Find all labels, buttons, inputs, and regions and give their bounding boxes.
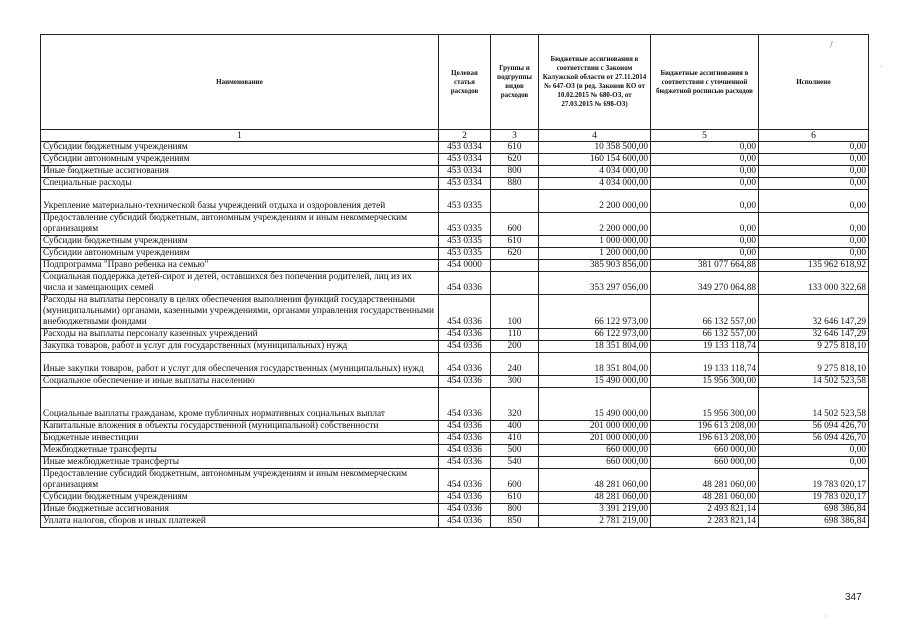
row-expense-group: 800 (491, 504, 539, 516)
table-row (41, 421, 869, 433)
header-expense-groups: Группы и подгруппы видов расходов (491, 35, 539, 130)
row-name: Капитальные вложения в объекты государственной (муниципальной) собственности (41, 421, 439, 433)
row-executed-amount: 0,00 (759, 178, 869, 190)
row-executed-amount: 0,00 (759, 190, 869, 213)
row-target-article: 454 0336 (439, 445, 491, 457)
row-target-article: 454 0336 (439, 341, 491, 353)
row-target-article: 454 0336 (439, 388, 491, 421)
page-number: 347 (845, 592, 862, 603)
row-name: Иные межбюджетные трансферты (41, 457, 439, 469)
table-row (41, 248, 869, 260)
row-name: Иные бюджетные ассигнования (41, 504, 439, 516)
column-number-row (41, 130, 869, 142)
row-name: Подпрограмма "Право ребенка на семью" (41, 260, 439, 272)
row-target-article: 453 0334 (439, 178, 491, 190)
row-refined-amount: 0,00 (651, 154, 759, 166)
table-row (41, 166, 869, 178)
row-executed-amount: 14 502 523,58 (759, 376, 869, 388)
row-name: Социальная поддержка детей-сирот и детей, оставшихся без попечения родителей, лиц из их числа и замещающих семей (41, 272, 439, 295)
row-target-article: 454 0336 (439, 504, 491, 516)
row-refined-amount: 0,00 (651, 236, 759, 248)
row-refined-amount: 0,00 (651, 166, 759, 178)
row-refined-amount: 381 077 664,88 (651, 260, 759, 272)
row-expense-group: 600 (491, 469, 539, 492)
row-law-amount: 660 000,00 (539, 445, 651, 457)
row-law-amount: 201 000 000,00 (539, 421, 651, 433)
row-target-article: 454 0336 (439, 433, 491, 445)
row-expense-group: 400 (491, 421, 539, 433)
column-number: 5 (651, 130, 759, 142)
row-target-article: 454 0336 (439, 353, 491, 376)
row-target-article: 454 0336 (439, 421, 491, 433)
header-name: Наименование (41, 35, 439, 130)
row-refined-amount: 0,00 (651, 248, 759, 260)
row-target-article: 453 0335 (439, 190, 491, 213)
row-name: Расходы на выплаты персоналу в целях обеспечения выполнения функций государственными (муниципальными) органами, казенными учреждениями, органами управления государственными внебюджетными фондами (41, 295, 439, 329)
row-expense-group: 540 (491, 457, 539, 469)
row-target-article: 453 0334 (439, 154, 491, 166)
row-target-article: 454 0336 (439, 295, 491, 329)
row-expense-group: 610 (491, 142, 539, 154)
row-law-amount: 2 781 219,00 (539, 516, 651, 528)
row-law-amount: 15 490 000,00 (539, 388, 651, 421)
row-executed-amount: 698 386,84 (759, 516, 869, 528)
row-expense-group: 410 (491, 433, 539, 445)
row-target-article: 454 0000 (439, 260, 491, 272)
row-expense-group: 320 (491, 388, 539, 421)
row-expense-group (491, 260, 539, 272)
table-row (41, 142, 869, 154)
header-executed: Исполнено (759, 35, 869, 130)
table-row (41, 236, 869, 248)
row-executed-amount: 19 783 020,17 (759, 469, 869, 492)
row-law-amount: 18 351 804,00 (539, 341, 651, 353)
row-refined-amount: 19 133 118,74 (651, 341, 759, 353)
row-refined-amount: 15 956 300,00 (651, 388, 759, 421)
row-refined-amount: 66 132 557,00 (651, 329, 759, 341)
table-row (41, 492, 869, 504)
row-name: Субсидии автономным учреждениям (41, 248, 439, 260)
row-expense-group: 800 (491, 166, 539, 178)
row-executed-amount: 0,00 (759, 213, 869, 236)
row-law-amount: 10 358 500,00 (539, 142, 651, 154)
row-executed-amount: 135 962 618,92 (759, 260, 869, 272)
row-target-article: 454 0336 (439, 272, 491, 295)
row-name: Субсидии бюджетным учреждениям (41, 236, 439, 248)
header-law-allocations: Бюджетные ассигнования в соответствии с Законом Калужской области от 27.11.2014 № 647-ОЗ (в ред. Законов КО от 10.02.2015 № 680-ОЗ, от 27.03.2015 № 698-ОЗ) (539, 35, 651, 130)
row-expense-group: 610 (491, 492, 539, 504)
row-executed-amount: 19 783 020,17 (759, 492, 869, 504)
row-expense-group: 620 (491, 248, 539, 260)
row-target-article: 454 0336 (439, 492, 491, 504)
column-number: 6 (759, 130, 869, 142)
row-expense-group (491, 190, 539, 213)
row-target-article: 454 0336 (439, 516, 491, 528)
row-name: Социальное обеспечение и иные выплаты населению (41, 376, 439, 388)
row-expense-group: 600 (491, 213, 539, 236)
row-law-amount: 2 200 000,00 (539, 190, 651, 213)
row-refined-amount: 0,00 (651, 213, 759, 236)
table-row (41, 329, 869, 341)
scan-mark: · (880, 62, 883, 71)
column-number: 1 (41, 130, 439, 142)
row-law-amount: 66 122 973,00 (539, 295, 651, 329)
row-refined-amount: 48 281 060,00 (651, 492, 759, 504)
scan-mark: · (825, 612, 828, 621)
row-expense-group: 620 (491, 154, 539, 166)
row-target-article: 453 0335 (439, 213, 491, 236)
budget-report-page (40, 34, 869, 528)
row-law-amount: 48 281 060,00 (539, 469, 651, 492)
row-executed-amount: 0,00 (759, 457, 869, 469)
row-executed-amount: 14 502 523,58 (759, 388, 869, 421)
table-row (41, 516, 869, 528)
row-name: Иные бюджетные ассигнования (41, 166, 439, 178)
table-row (41, 154, 869, 166)
row-refined-amount: 0,00 (651, 178, 759, 190)
row-executed-amount: 0,00 (759, 445, 869, 457)
header-target-article: Целевая статья расходов (439, 35, 491, 130)
row-expense-group: 110 (491, 329, 539, 341)
row-name: Иные закупки товаров, работ и услуг для обеспечения государственных (муниципальных) нужд (41, 353, 439, 376)
row-name: Предоставление субсидий бюджетным, автономным учреждениям и иным некоммерческим организациям (41, 469, 439, 492)
row-name: Субсидии бюджетным учреждениям (41, 492, 439, 504)
row-name: Специальные расходы (41, 178, 439, 190)
row-refined-amount: 66 132 557,00 (651, 295, 759, 329)
row-expense-group: 240 (491, 353, 539, 376)
table-header-row (41, 35, 869, 130)
row-executed-amount: 32 646 147,29 (759, 329, 869, 341)
table-row (41, 433, 869, 445)
row-refined-amount: 349 270 064,88 (651, 272, 759, 295)
row-target-article: 453 0334 (439, 142, 491, 154)
row-executed-amount: 56 094 426,70 (759, 433, 869, 445)
budget-table (40, 34, 869, 528)
row-law-amount: 660 000,00 (539, 457, 651, 469)
row-law-amount: 353 297 056,00 (539, 272, 651, 295)
row-name: Субсидии бюджетным учреждениям (41, 142, 439, 154)
row-law-amount: 4 034 000,00 (539, 178, 651, 190)
table-row (41, 445, 869, 457)
row-executed-amount: 698 386,84 (759, 504, 869, 516)
row-executed-amount: 32 646 147,29 (759, 295, 869, 329)
row-executed-amount: 0,00 (759, 166, 869, 178)
table-row (41, 190, 869, 213)
row-name: Бюджетные инвестиции (41, 433, 439, 445)
row-refined-amount: 19 133 118,74 (651, 353, 759, 376)
column-number: 3 (491, 130, 539, 142)
row-law-amount: 48 281 060,00 (539, 492, 651, 504)
row-law-amount: 201 000 000,00 (539, 433, 651, 445)
table-row (41, 272, 869, 295)
row-law-amount: 18 351 804,00 (539, 353, 651, 376)
row-law-amount: 15 490 000,00 (539, 376, 651, 388)
row-executed-amount: 0,00 (759, 248, 869, 260)
table-row (41, 457, 869, 469)
row-expense-group: 850 (491, 516, 539, 528)
table-row (41, 376, 869, 388)
row-name: Закупка товаров, работ и услуг для государственных (муниципальных) нужд (41, 341, 439, 353)
row-name: Предоставление субсидий бюджетным, автономным учреждениям и иным некоммерческим организациям (41, 213, 439, 236)
row-expense-group: 500 (491, 445, 539, 457)
row-refined-amount: 196 613 208,00 (651, 433, 759, 445)
row-refined-amount: 2 493 821,14 (651, 504, 759, 516)
table-body (41, 142, 869, 528)
row-target-article: 453 0335 (439, 248, 491, 260)
table-row (41, 341, 869, 353)
row-name: Расходы на выплаты персоналу казенных учреждений (41, 329, 439, 341)
row-expense-group: 300 (491, 376, 539, 388)
row-expense-group: 880 (491, 178, 539, 190)
row-refined-amount: 15 956 300,00 (651, 376, 759, 388)
row-executed-amount: 0,00 (759, 236, 869, 248)
column-number: 4 (539, 130, 651, 142)
row-target-article: 453 0335 (439, 236, 491, 248)
table-row (41, 295, 869, 329)
row-law-amount: 385 903 856,00 (539, 260, 651, 272)
row-refined-amount: 0,00 (651, 142, 759, 154)
row-law-amount: 2 200 000,00 (539, 213, 651, 236)
row-executed-amount: 56 094 426,70 (759, 421, 869, 433)
row-law-amount: 1 000 000,00 (539, 236, 651, 248)
row-refined-amount: 0,00 (651, 190, 759, 213)
row-refined-amount: 196 613 208,00 (651, 421, 759, 433)
row-expense-group: 200 (491, 341, 539, 353)
row-refined-amount: 48 281 060,00 (651, 469, 759, 492)
row-expense-group (491, 272, 539, 295)
row-executed-amount: 9 275 818,10 (759, 353, 869, 376)
row-law-amount: 3 391 219,00 (539, 504, 651, 516)
row-executed-amount: 0,00 (759, 142, 869, 154)
row-law-amount: 1 200 000,00 (539, 248, 651, 260)
row-name: Социальные выплаты гражданам, кроме публичных нормативных социальных выплат (41, 388, 439, 421)
row-expense-group: 100 (491, 295, 539, 329)
row-expense-group: 610 (491, 236, 539, 248)
row-name: Межбюджетные трансферты (41, 445, 439, 457)
header-refined-allocations: Бюджетные ассигнования в соответствии с уточненной бюджетной росписью расходов (651, 35, 759, 130)
row-target-article: 453 0334 (439, 166, 491, 178)
table-row (41, 213, 869, 236)
row-refined-amount: 660 000,00 (651, 445, 759, 457)
table-row (41, 388, 869, 421)
row-target-article: 454 0336 (439, 329, 491, 341)
table-row (41, 504, 869, 516)
row-target-article: 454 0336 (439, 376, 491, 388)
scan-mark: / (830, 40, 833, 49)
row-law-amount: 66 122 973,00 (539, 329, 651, 341)
row-target-article: 454 0336 (439, 469, 491, 492)
row-name: Укрепление материально-технической базы учреждений отдыха и оздоровления детей (41, 190, 439, 213)
row-executed-amount: 0,00 (759, 154, 869, 166)
row-executed-amount: 133 000 322,68 (759, 272, 869, 295)
table-row (41, 260, 869, 272)
row-executed-amount: 9 275 818,10 (759, 341, 869, 353)
row-law-amount: 4 034 000,00 (539, 166, 651, 178)
row-refined-amount: 2 283 821,14 (651, 516, 759, 528)
row-law-amount: 160 154 600,00 (539, 154, 651, 166)
row-name: Уплата налогов, сборов и иных платежей (41, 516, 439, 528)
row-name: Субсидии автономным учреждениям (41, 154, 439, 166)
row-refined-amount: 660 000,00 (651, 457, 759, 469)
table-row (41, 178, 869, 190)
table-row (41, 353, 869, 376)
table-row (41, 469, 869, 492)
row-target-article: 454 0336 (439, 457, 491, 469)
column-number: 2 (439, 130, 491, 142)
